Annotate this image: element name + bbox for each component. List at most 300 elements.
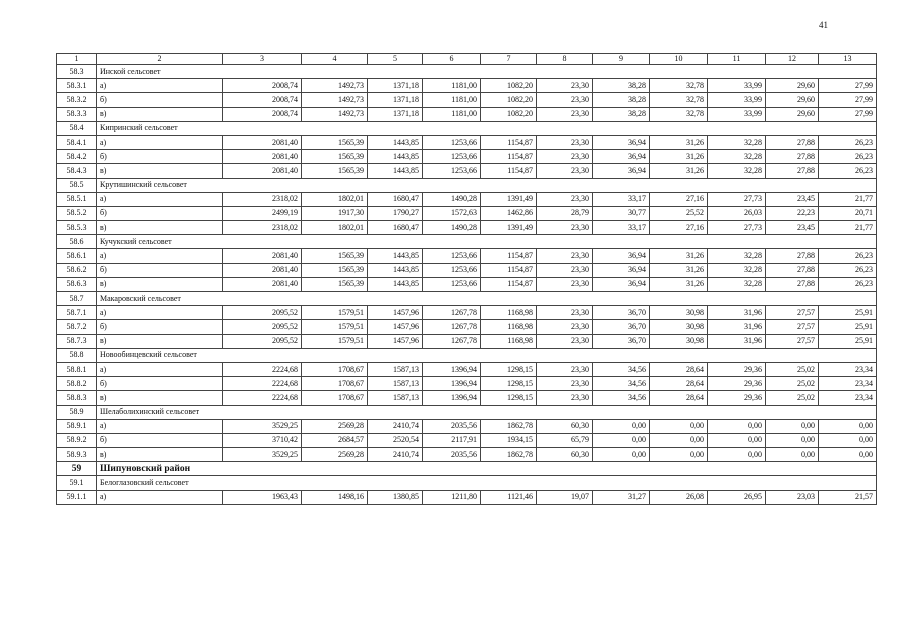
value-cell: 23,45 <box>766 192 819 206</box>
value-cell: 2081,40 <box>223 277 302 291</box>
value-cell: 2081,40 <box>223 263 302 277</box>
row-code: 58.6.3 <box>57 277 97 291</box>
value-cell: 25,91 <box>819 306 877 320</box>
column-number-header: 1 <box>57 54 97 65</box>
value-cell: 29,60 <box>766 107 819 121</box>
value-cell: 27,88 <box>766 277 819 291</box>
row-code: 58.3.1 <box>57 79 97 93</box>
value-cell: 29,36 <box>708 377 766 391</box>
row-code: 58.4.3 <box>57 164 97 178</box>
value-cell: 34,56 <box>593 391 650 405</box>
value-cell: 1457,96 <box>368 334 423 348</box>
section-name: Новообинцевский сельсовет <box>97 348 877 362</box>
value-cell: 1181,00 <box>423 93 481 107</box>
value-cell: 1565,39 <box>302 150 368 164</box>
value-cell: 2569,28 <box>302 419 368 433</box>
value-cell: 27,88 <box>766 249 819 263</box>
value-cell: 1253,66 <box>423 135 481 149</box>
value-cell: 27,88 <box>766 164 819 178</box>
value-cell: 1396,94 <box>423 391 481 405</box>
value-cell: 2224,68 <box>223 391 302 405</box>
value-cell: 60,30 <box>537 419 593 433</box>
value-cell: 1298,15 <box>481 362 537 376</box>
value-cell: 31,26 <box>650 263 708 277</box>
value-cell: 1457,96 <box>368 306 423 320</box>
column-number-header: 4 <box>302 54 368 65</box>
value-cell: 2008,74 <box>223 93 302 107</box>
value-cell: 23,30 <box>537 391 593 405</box>
value-cell: 1579,51 <box>302 306 368 320</box>
row-code: 58.7.3 <box>57 334 97 348</box>
value-cell: 23,34 <box>819 362 877 376</box>
row-code: 58.6.1 <box>57 249 97 263</box>
value-cell: 36,70 <box>593 320 650 334</box>
value-cell: 1490,28 <box>423 192 481 206</box>
value-cell: 25,02 <box>766 362 819 376</box>
section-name: Кипринский сельсовет <box>97 121 877 135</box>
value-cell: 23,30 <box>537 362 593 376</box>
value-cell: 2081,40 <box>223 164 302 178</box>
row-code: 58.8.3 <box>57 391 97 405</box>
section-name: Белоглазовский сельсовет <box>97 476 877 490</box>
row-code: 58.7.1 <box>57 306 97 320</box>
value-cell: 23,30 <box>537 135 593 149</box>
value-cell: 21,77 <box>819 221 877 235</box>
value-cell: 1708,67 <box>302 391 368 405</box>
value-cell: 1371,18 <box>368 107 423 121</box>
value-cell: 1121,46 <box>481 490 537 504</box>
value-cell: 1154,87 <box>481 135 537 149</box>
column-number-header: 9 <box>593 54 650 65</box>
value-cell: 32,28 <box>708 249 766 263</box>
value-cell: 1082,20 <box>481 79 537 93</box>
column-number-header: 5 <box>368 54 423 65</box>
value-cell: 33,99 <box>708 79 766 93</box>
value-cell: 23,34 <box>819 377 877 391</box>
table-row <box>57 433 877 447</box>
table-row <box>57 334 877 348</box>
value-cell: 36,70 <box>593 334 650 348</box>
value-cell: 30,98 <box>650 334 708 348</box>
value-cell: 1154,87 <box>481 263 537 277</box>
value-cell: 32,78 <box>650 79 708 93</box>
row-variant-label: а) <box>97 419 223 433</box>
column-number-header: 11 <box>708 54 766 65</box>
row-code: 58.5.3 <box>57 221 97 235</box>
value-cell: 2081,40 <box>223 135 302 149</box>
value-cell: 32,78 <box>650 107 708 121</box>
value-cell: 19,07 <box>537 490 593 504</box>
value-cell: 23,45 <box>766 221 819 235</box>
value-cell: 1963,43 <box>223 490 302 504</box>
value-cell: 32,28 <box>708 164 766 178</box>
value-cell: 25,52 <box>650 206 708 220</box>
value-cell: 38,28 <box>593 107 650 121</box>
table-row <box>57 362 877 376</box>
value-cell: 23,30 <box>537 334 593 348</box>
value-cell: 23,30 <box>537 93 593 107</box>
row-code: 59.1.1 <box>57 490 97 504</box>
value-cell: 27,99 <box>819 107 877 121</box>
table-row <box>57 249 877 263</box>
section-name: Крутишинский сельсовет <box>97 178 877 192</box>
row-variant-label: а) <box>97 79 223 93</box>
value-cell: 1082,20 <box>481 93 537 107</box>
value-cell: 2095,52 <box>223 320 302 334</box>
value-cell: 1492,73 <box>302 93 368 107</box>
value-cell: 2684,57 <box>302 433 368 447</box>
value-cell: 28,79 <box>537 206 593 220</box>
value-cell: 0,00 <box>766 419 819 433</box>
value-cell: 26,23 <box>819 135 877 149</box>
value-cell: 2081,40 <box>223 249 302 263</box>
value-cell: 3529,25 <box>223 419 302 433</box>
value-cell: 22,23 <box>766 206 819 220</box>
value-cell: 27,57 <box>766 334 819 348</box>
value-cell: 2410,74 <box>368 448 423 462</box>
section-code: 59 <box>57 462 97 476</box>
section-header-row <box>57 348 877 362</box>
row-code: 58.8.2 <box>57 377 97 391</box>
row-code: 58.3.3 <box>57 107 97 121</box>
value-cell: 1443,85 <box>368 249 423 263</box>
table-row <box>57 320 877 334</box>
value-cell: 33,99 <box>708 93 766 107</box>
value-cell: 27,57 <box>766 320 819 334</box>
value-cell: 32,28 <box>708 263 766 277</box>
value-cell: 23,34 <box>819 391 877 405</box>
value-cell: 2117,91 <box>423 433 481 447</box>
value-cell: 1168,98 <box>481 320 537 334</box>
value-cell: 2318,02 <box>223 221 302 235</box>
value-cell: 1371,18 <box>368 93 423 107</box>
value-cell: 0,00 <box>819 419 877 433</box>
value-cell: 29,36 <box>708 362 766 376</box>
value-cell: 1253,66 <box>423 150 481 164</box>
value-cell: 1298,15 <box>481 391 537 405</box>
value-cell: 31,27 <box>593 490 650 504</box>
value-cell: 31,26 <box>650 135 708 149</box>
value-cell: 0,00 <box>593 433 650 447</box>
row-variant-label: б) <box>97 263 223 277</box>
value-cell: 28,64 <box>650 391 708 405</box>
value-cell: 0,00 <box>593 448 650 462</box>
row-variant-label: б) <box>97 377 223 391</box>
value-cell: 2318,02 <box>223 192 302 206</box>
value-cell: 1443,85 <box>368 135 423 149</box>
value-cell: 1181,00 <box>423 79 481 93</box>
row-code: 58.6.2 <box>57 263 97 277</box>
value-cell: 2035,56 <box>423 448 481 462</box>
value-cell: 1267,78 <box>423 320 481 334</box>
value-cell: 26,08 <box>650 490 708 504</box>
district-header-row <box>57 462 877 476</box>
value-cell: 21,77 <box>819 192 877 206</box>
value-cell: 1443,85 <box>368 150 423 164</box>
table-row <box>57 448 877 462</box>
column-number-header: 13 <box>819 54 877 65</box>
value-cell: 1457,96 <box>368 320 423 334</box>
value-cell: 1253,66 <box>423 164 481 178</box>
section-code: 58.9 <box>57 405 97 419</box>
value-cell: 33,99 <box>708 107 766 121</box>
value-cell: 1443,85 <box>368 263 423 277</box>
value-cell: 1862,78 <box>481 448 537 462</box>
column-number-header: 8 <box>537 54 593 65</box>
value-cell: 65,79 <box>537 433 593 447</box>
value-cell: 23,30 <box>537 263 593 277</box>
row-code: 58.4.2 <box>57 150 97 164</box>
value-cell: 1211,80 <box>423 490 481 504</box>
row-variant-label: б) <box>97 433 223 447</box>
value-cell: 34,56 <box>593 362 650 376</box>
table-row <box>57 263 877 277</box>
value-cell: 23,30 <box>537 79 593 93</box>
row-code: 58.9.1 <box>57 419 97 433</box>
value-cell: 2224,68 <box>223 377 302 391</box>
row-variant-label: а) <box>97 306 223 320</box>
row-variant-label: в) <box>97 164 223 178</box>
value-cell: 26,23 <box>819 150 877 164</box>
value-cell: 27,16 <box>650 221 708 235</box>
value-cell: 1680,47 <box>368 221 423 235</box>
value-cell: 2095,52 <box>223 306 302 320</box>
row-variant-label: б) <box>97 93 223 107</box>
column-number-header: 10 <box>650 54 708 65</box>
table-row <box>57 192 877 206</box>
tariff-table <box>56 53 877 505</box>
section-header-row <box>57 405 877 419</box>
value-cell: 1154,87 <box>481 164 537 178</box>
value-cell: 0,00 <box>819 433 877 447</box>
section-name: Шелаболихинский сельсовет <box>97 405 877 419</box>
value-cell: 25,02 <box>766 391 819 405</box>
section-code: 58.5 <box>57 178 97 192</box>
section-code: 58.7 <box>57 292 97 306</box>
value-cell: 26,23 <box>819 277 877 291</box>
value-cell: 36,94 <box>593 164 650 178</box>
section-name: Кучукский сельсовет <box>97 235 877 249</box>
value-cell: 23,30 <box>537 221 593 235</box>
row-code: 58.5.2 <box>57 206 97 220</box>
column-number-header: 3 <box>223 54 302 65</box>
value-cell: 1168,98 <box>481 334 537 348</box>
value-cell: 23,30 <box>537 377 593 391</box>
section-header-row <box>57 178 877 192</box>
value-cell: 0,00 <box>593 419 650 433</box>
value-cell: 1565,39 <box>302 263 368 277</box>
value-cell: 3529,25 <box>223 448 302 462</box>
value-cell: 2499,19 <box>223 206 302 220</box>
value-cell: 36,94 <box>593 135 650 149</box>
value-cell: 33,17 <box>593 221 650 235</box>
value-cell: 0,00 <box>650 433 708 447</box>
column-number-header: 12 <box>766 54 819 65</box>
value-cell: 0,00 <box>708 448 766 462</box>
row-code: 58.7.2 <box>57 320 97 334</box>
value-cell: 1082,20 <box>481 107 537 121</box>
value-cell: 23,30 <box>537 107 593 121</box>
value-cell: 1443,85 <box>368 164 423 178</box>
value-cell: 3710,42 <box>223 433 302 447</box>
column-number-header: 2 <box>97 54 223 65</box>
value-cell: 1253,66 <box>423 263 481 277</box>
value-cell: 29,36 <box>708 391 766 405</box>
value-cell: 2520,54 <box>368 433 423 447</box>
row-code: 58.9.3 <box>57 448 97 462</box>
row-code: 58.4.1 <box>57 135 97 149</box>
table-row <box>57 135 877 149</box>
value-cell: 25,91 <box>819 320 877 334</box>
value-cell: 31,96 <box>708 334 766 348</box>
value-cell: 26,23 <box>819 164 877 178</box>
value-cell: 1181,00 <box>423 107 481 121</box>
value-cell: 1391,49 <box>481 192 537 206</box>
value-cell: 1790,27 <box>368 206 423 220</box>
value-cell: 36,94 <box>593 249 650 263</box>
row-variant-label: б) <box>97 206 223 220</box>
value-cell: 27,88 <box>766 263 819 277</box>
section-code: 58.4 <box>57 121 97 135</box>
value-cell: 31,96 <box>708 306 766 320</box>
value-cell: 30,77 <box>593 206 650 220</box>
value-cell: 31,26 <box>650 277 708 291</box>
value-cell: 1680,47 <box>368 192 423 206</box>
value-cell: 1380,85 <box>368 490 423 504</box>
value-cell: 1298,15 <box>481 377 537 391</box>
table-row <box>57 221 877 235</box>
header-row <box>57 54 877 65</box>
value-cell: 1267,78 <box>423 306 481 320</box>
value-cell: 2035,56 <box>423 419 481 433</box>
row-variant-label: в) <box>97 391 223 405</box>
value-cell: 0,00 <box>708 419 766 433</box>
section-header-row <box>57 476 877 490</box>
value-cell: 23,30 <box>537 192 593 206</box>
value-cell: 31,96 <box>708 320 766 334</box>
value-cell: 1565,39 <box>302 135 368 149</box>
table-row <box>57 79 877 93</box>
value-cell: 23,30 <box>537 249 593 263</box>
value-cell: 1862,78 <box>481 419 537 433</box>
value-cell: 1565,39 <box>302 164 368 178</box>
value-cell: 1802,01 <box>302 192 368 206</box>
value-cell: 32,28 <box>708 150 766 164</box>
value-cell: 1267,78 <box>423 334 481 348</box>
value-cell: 1934,15 <box>481 433 537 447</box>
value-cell: 26,23 <box>819 263 877 277</box>
value-cell: 23,30 <box>537 320 593 334</box>
value-cell: 1462,86 <box>481 206 537 220</box>
district-name: Шипуновский район <box>97 462 877 476</box>
value-cell: 2008,74 <box>223 107 302 121</box>
value-cell: 20,71 <box>819 206 877 220</box>
row-variant-label: в) <box>97 221 223 235</box>
value-cell: 1154,87 <box>481 277 537 291</box>
value-cell: 28,64 <box>650 377 708 391</box>
value-cell: 2008,74 <box>223 79 302 93</box>
value-cell: 38,28 <box>593 79 650 93</box>
section-name: Инской сельсовет <box>97 65 877 79</box>
value-cell: 1708,67 <box>302 362 368 376</box>
column-number-header: 7 <box>481 54 537 65</box>
table-row <box>57 150 877 164</box>
section-code: 59.1 <box>57 476 97 490</box>
value-cell: 1565,39 <box>302 249 368 263</box>
value-cell: 1587,13 <box>368 377 423 391</box>
value-cell: 0,00 <box>650 419 708 433</box>
value-cell: 23,03 <box>766 490 819 504</box>
row-variant-label: а) <box>97 135 223 149</box>
value-cell: 2095,52 <box>223 334 302 348</box>
value-cell: 26,03 <box>708 206 766 220</box>
value-cell: 27,88 <box>766 150 819 164</box>
row-code: 58.3.2 <box>57 93 97 107</box>
value-cell: 30,98 <box>650 306 708 320</box>
section-header-row <box>57 235 877 249</box>
value-cell: 1565,39 <box>302 277 368 291</box>
table-row <box>57 107 877 121</box>
row-code: 58.9.2 <box>57 433 97 447</box>
value-cell: 29,60 <box>766 79 819 93</box>
table-row <box>57 93 877 107</box>
value-cell: 25,91 <box>819 334 877 348</box>
value-cell: 1587,13 <box>368 362 423 376</box>
value-cell: 34,56 <box>593 377 650 391</box>
value-cell: 38,28 <box>593 93 650 107</box>
value-cell: 1802,01 <box>302 221 368 235</box>
section-header-row <box>57 121 877 135</box>
value-cell: 36,94 <box>593 277 650 291</box>
row-variant-label: б) <box>97 320 223 334</box>
value-cell: 1396,94 <box>423 362 481 376</box>
value-cell: 0,00 <box>708 433 766 447</box>
value-cell: 0,00 <box>766 433 819 447</box>
value-cell: 27,57 <box>766 306 819 320</box>
value-cell: 1917,30 <box>302 206 368 220</box>
value-cell: 23,30 <box>537 150 593 164</box>
value-cell: 23,30 <box>537 306 593 320</box>
value-cell: 1492,73 <box>302 107 368 121</box>
value-cell: 26,95 <box>708 490 766 504</box>
value-cell: 1154,87 <box>481 150 537 164</box>
table-row <box>57 206 877 220</box>
section-code: 58.8 <box>57 348 97 362</box>
value-cell: 27,88 <box>766 135 819 149</box>
value-cell: 29,60 <box>766 93 819 107</box>
value-cell: 1492,73 <box>302 79 368 93</box>
value-cell: 2081,40 <box>223 150 302 164</box>
value-cell: 2224,68 <box>223 362 302 376</box>
value-cell: 1253,66 <box>423 277 481 291</box>
value-cell: 23,30 <box>537 164 593 178</box>
row-variant-label: а) <box>97 490 223 504</box>
value-cell: 23,30 <box>537 277 593 291</box>
value-cell: 1371,18 <box>368 79 423 93</box>
row-variant-label: а) <box>97 192 223 206</box>
row-variant-label: в) <box>97 277 223 291</box>
page-number: 41 <box>819 20 828 30</box>
row-variant-label: б) <box>97 150 223 164</box>
row-variant-label: а) <box>97 249 223 263</box>
value-cell: 32,78 <box>650 93 708 107</box>
value-cell: 1498,16 <box>302 490 368 504</box>
value-cell: 0,00 <box>650 448 708 462</box>
value-cell: 28,64 <box>650 362 708 376</box>
value-cell: 26,23 <box>819 249 877 263</box>
value-cell: 32,28 <box>708 135 766 149</box>
table-row <box>57 306 877 320</box>
